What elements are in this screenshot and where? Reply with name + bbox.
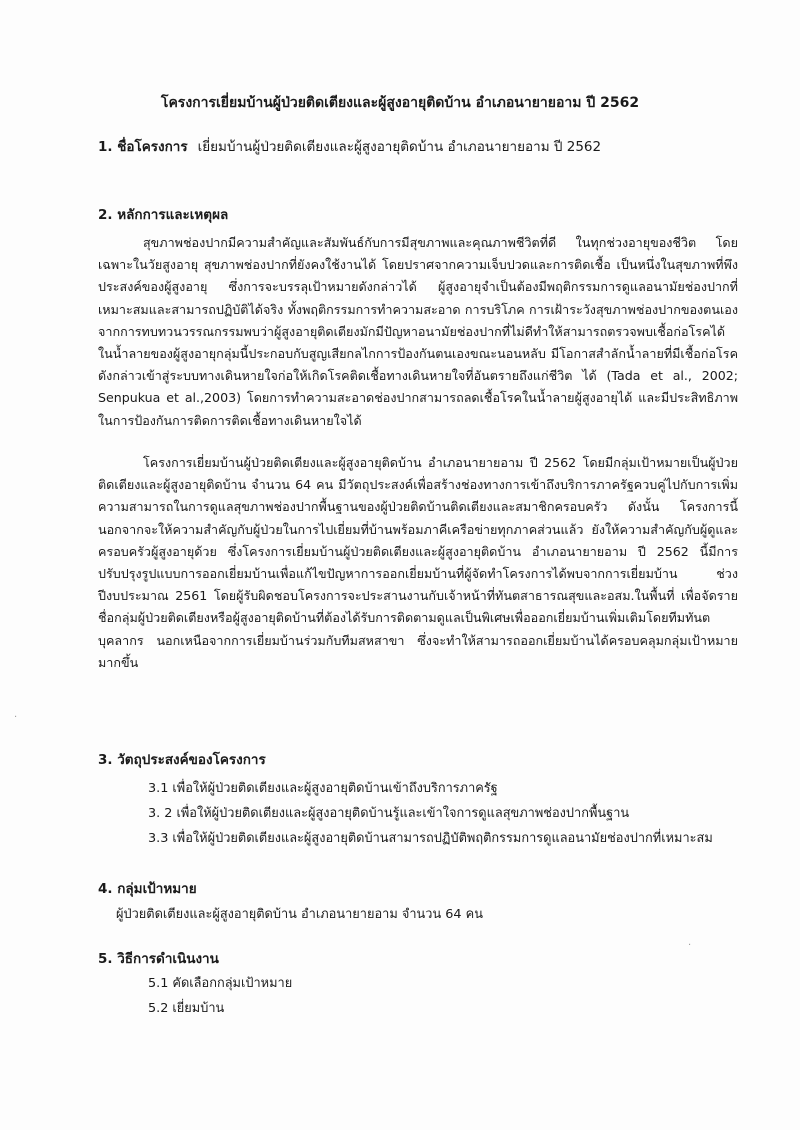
method-item: 5.1 คัดเลือกกลุ่มเป้าหมาย: [148, 976, 293, 991]
section-4-heading: 4. กลุ่มเป้าหมาย: [98, 881, 197, 897]
scan-speck: ·: [14, 712, 18, 723]
objective-item: 3. 2 เพื่อให้ผู้ป่วยติดเตียงและผู้สูงอายุติดบ้านรู้และเข้าใจการดูแลสุขภาพช่องปากพื้นฐาน: [148, 806, 630, 821]
section-2-paragraph-1: สุขภาพช่องปากมีความสำคัญและสัมพันธ์กับการมีสุขภาพและคุณภาพชีวิตที่ดี ในทุกช่วงอายุของชีวิต โดยเฉพาะในวัยสูงอายุ สุขภาพช่องปากที่ยังคงใช้งานได้ โดยปราศจากความเจ็บปวดและการติดเชื้อ เป็นหนึ่งในสุขภาพที่พึงประสงค์ของผู้สูงอายุ ซึ่งการจะบรรลุเป้าหมายดังกล่าวได้ ผู้สูงอายุจำเป็นต้องมีพฤติกรรมการดูแลอนามัยช่องปากที่เหมาะสมและสามารถปฏิบัติได้จริง ทั้งพฤติกรรมการทำความสะอาด การบริโภค การเฝ้าระวังสุขภาพช่องปากของตนเอง จากการทบทวนวรรณกรรมพบว่าผู้สูงอายุติดเตียงมักมีปัญหาอนามัยช่องปากที่ไม่ดีทำให้สามารถตรวจพบเชื้อก่อโรคได้ในน้ำลายของผู้สูงอายุกลุ่มนี้ประกอบกับสูญเสียกลไกการป้องกันตนเองขณะนอนหลับ มีโอกาสสำลักน้ำลายที่มีเชื้อก่อโรคดังกล่าวเข้าสู่ระบบทางเดินหายใจก่อให้เกิดโรคติดเชื้อทางเดินหายใจที่อันตรายถึงแก่ชีวิต ได้ (Tada et al., 2002; Senpukua et al.,2003) โดยการทำความสะอาดช่องปากสามารถลดเชื้อโรคในน้ำลายผู้สูงอายุได้ และมีประสิทธิภาพในการป้องกันการติดการติดเชื้อทางเดินหายใจได้: [98, 235, 738, 428]
section-1-value: เยี่ยมบ้านผู้ป่วยติดเตียงและผู้สูงอายุติดบ้าน อำเภอนายายอาม ปี 2562: [197, 139, 602, 155]
objective-item: 3.1 เพื่อให้ผู้ป่วยติดเตียงและผู้สูงอายุติดบ้านเข้าถึงบริการภาครัฐ: [148, 781, 498, 796]
section-5-heading: 5. วิธีการดำเนินงาน: [98, 951, 219, 967]
section-1-heading: 1. ชื่อโครงการ: [98, 139, 188, 155]
document-title: โครงการเยี่ยมบ้านผู้ป่วยติดเตียงและผู้สูงอายุติดบ้าน อำเภอนายายอาม ปี 2562: [160, 95, 640, 111]
scan-speck: ·: [688, 940, 692, 951]
section-2-paragraph-2: โครงการเยี่ยมบ้านผู้ป่วยติดเตียงและผู้สูงอายุติดบ้าน อำเภอนายายอาม ปี 2562 โดยมีกลุ่มเป้าหมายเป็นผู้ป่วยติดเตียงและผู้สูงอายุติดบ้าน จำนวน 64 คน มีวัตถุประสงค์เพื่อสร้างช่องทางการเข้าถึงบริการภาครัฐควบคู่ไปกับการเพิ่มความสามารถในการดูแลสุขภาพช่องปากพื้นฐานของผู้ป่วยติดบ้านติดเตียงและสมาชิกครอบครัว ดังนั้น โครงการนี้นอกจากจะให้ความสำคัญกับผู้ป่วยในการไปเยี่ยมที่บ้านพร้อมภาคีเครือข่ายทุกภาคส่วนแล้ว ยังให้ความสำคัญกับผู้ดูและครอบครัวผู้สูงอายุด้วย ซึ่งโครงการเยี่ยมบ้านผู้ป่วยติดเตียงและผู้สูงอายุติดบ้าน อำเภอนายายอาม ปี 2562 นี้มีการปรับปรุงรูปแบบการออกเยี่ยมบ้านเพื่อแก้ไขปัญหาการออกเยี่ยมบ้านที่ผู้จัดทำโครงการได้พบจากการเยี่ยมบ้าน ช่วงปีงบประมาณ 2561 โดยผู้รับผิดชอบโครงการจะประสานงานกับเจ้าหน้าที่ทันตสาธารณสุขและอสม.ในพื้นที่ เพื่อจัดรายชื่อกลุ่มผู้ป่วยติดเตียงหรือผู้สูงอายุติดบ้านที่ต้องได้รับการติดตามดูแลเป็นพิเศษเพื่อออกเยี่ยมบ้านเพิ่มเติมโดยทีมทันตบุคลากร นอกเหนือจากการเยี่ยมบ้านร่วมกับทีมสหสาขา ซึ่งจะทำให้สามารถออกเยี่ยมบ้านได้ครอบคลุมกลุ่มเป้าหมายมากขึ้น: [98, 455, 738, 670]
section-3-heading: 3. วัตถุประสงค์ของโครงการ: [98, 752, 266, 768]
section-1: [98, 135, 601, 157]
objective-item: 3.3 เพื่อให้ผู้ป่วยติดเตียงและผู้สูงอายุติดบ้านสามารถปฏิบัติพฤติกรรมการดูแลอนามัยช่องปากที่เหมาะสม: [148, 831, 713, 846]
method-item: 5.2 เยี่ยมบ้าน: [148, 1001, 225, 1016]
section-2-heading: 2. หลักการและเหตุผล: [98, 207, 229, 223]
target-group-value: ผู้ป่วยติดเตียงและผู้สูงอายุติดบ้าน อำเภอนายายอาม จำนวน 64 คน: [116, 907, 483, 922]
